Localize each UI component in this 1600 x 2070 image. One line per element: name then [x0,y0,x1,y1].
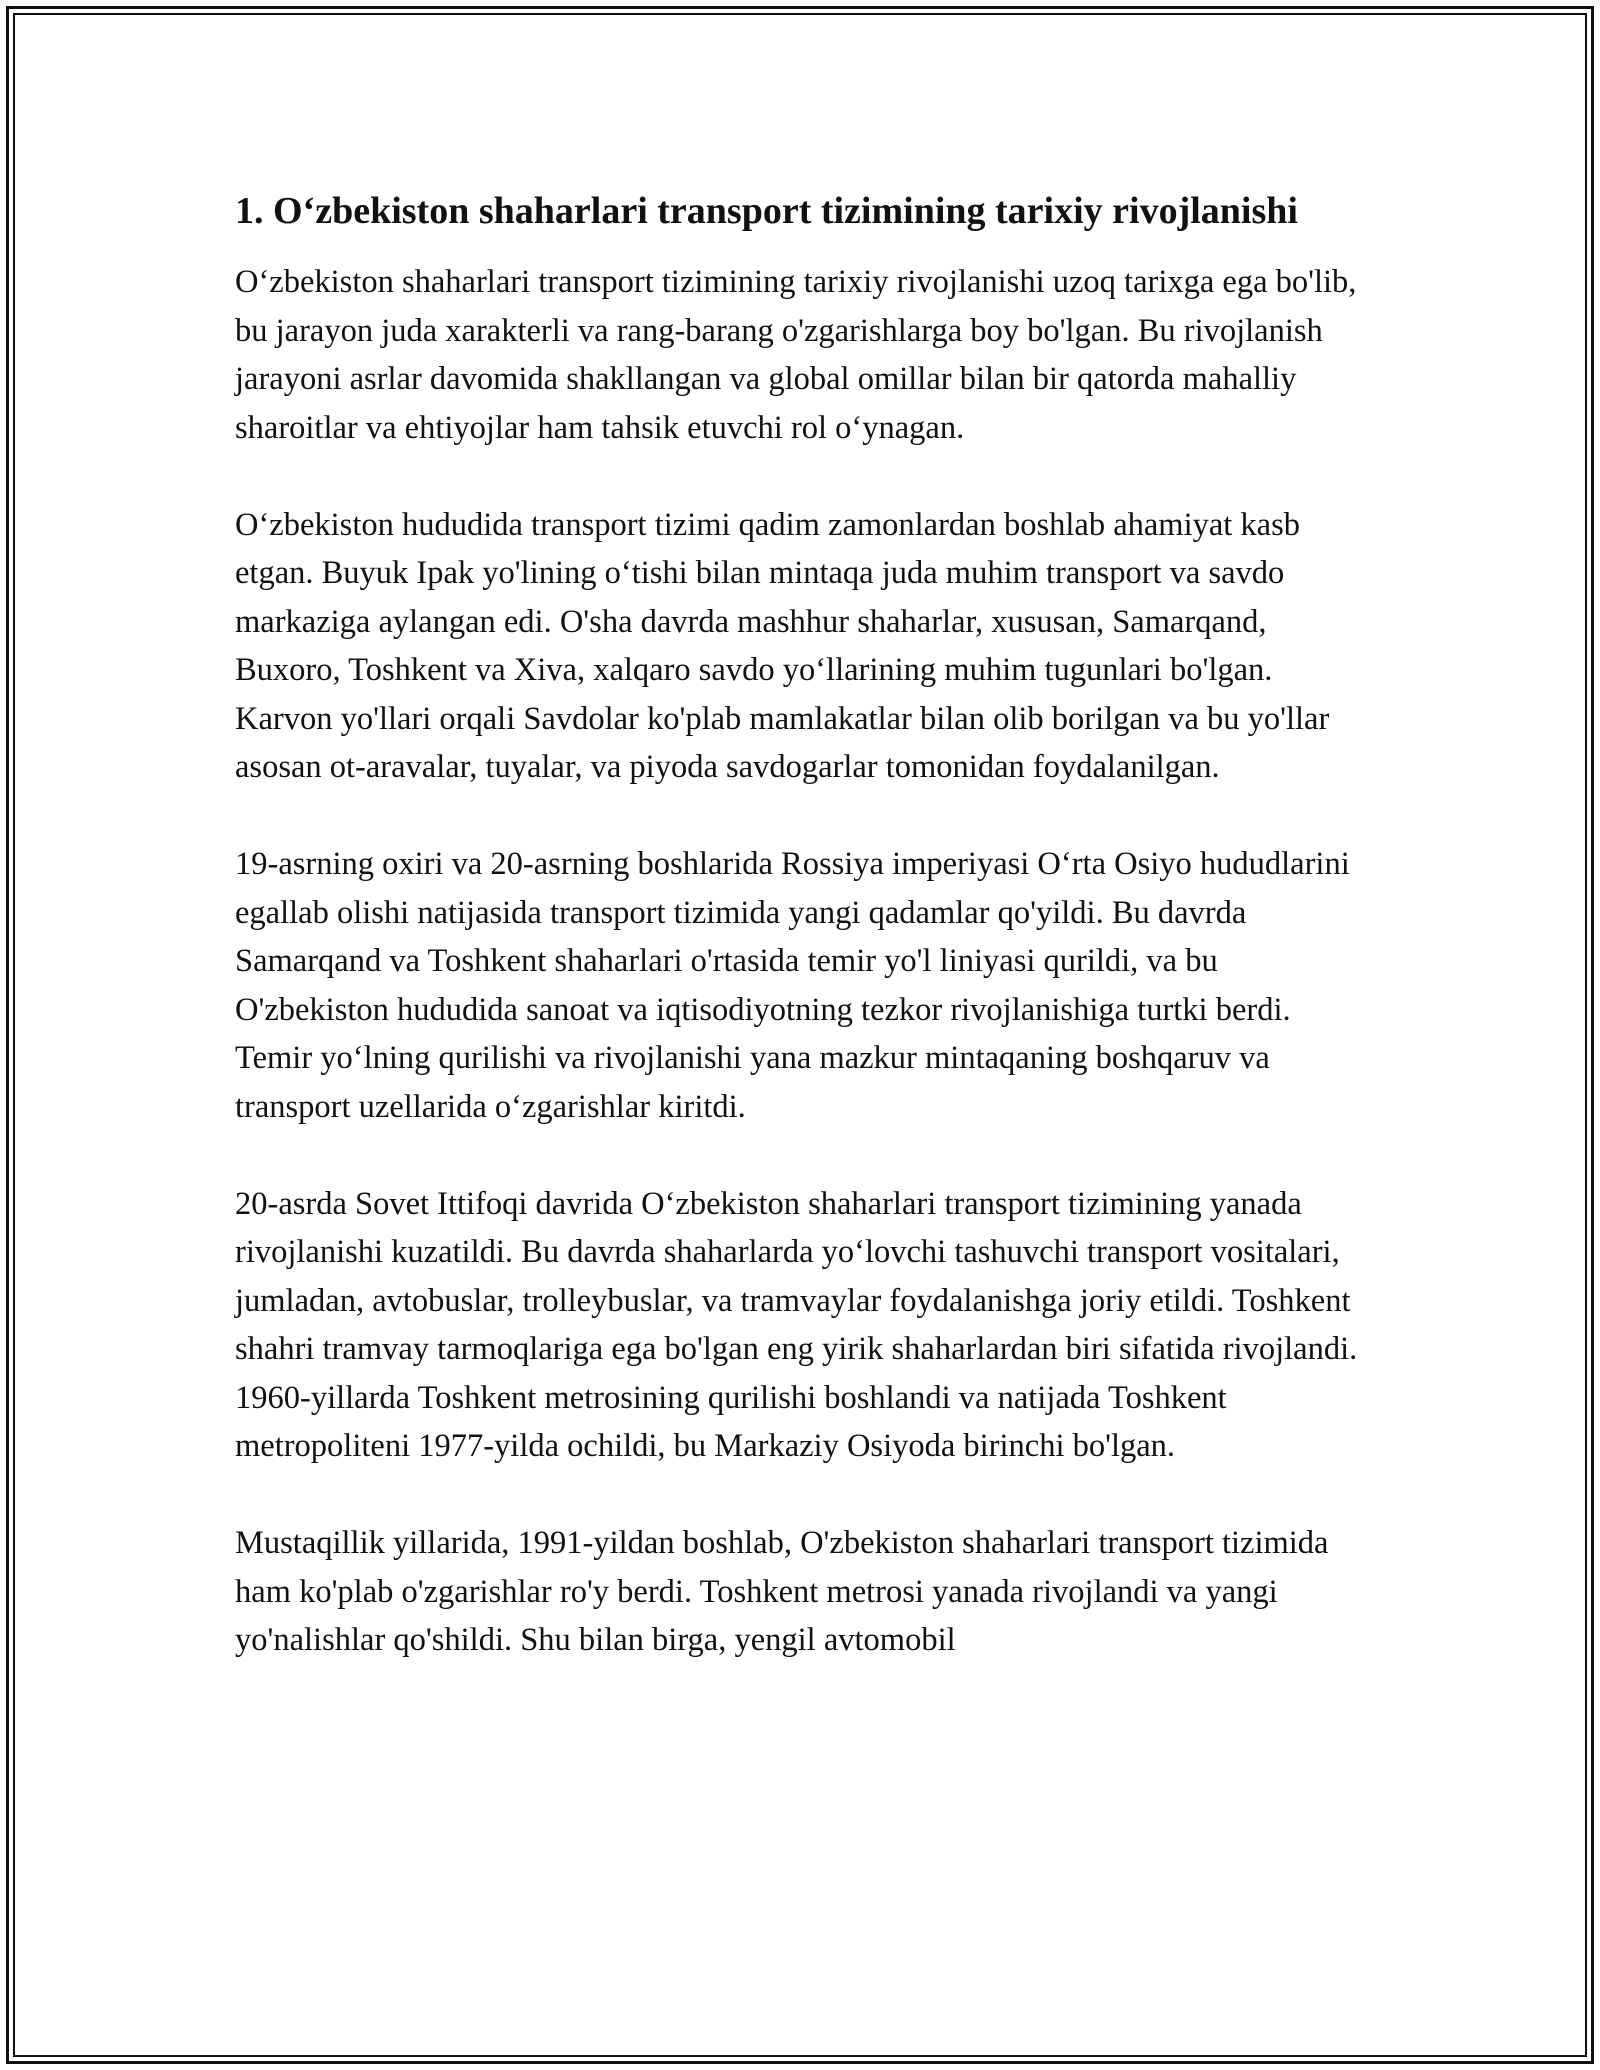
paragraph-ancient-period: O‘zbekiston hududida transport tizimi qadim zamonlardan boshlab ahamiyat kasb etgan. Buyuk Ipak yo'lining o‘tishi bilan mintaqa juda muhim transport va savdo markaziga aylangan edi. O'sha davrda mashhur shaharlar, xususan, Samarqand, Buxoro, Toshkent va Xiva, xalqaro savdo yo‘llarining muhim tugunlari bo'lgan. Karvon yo'llari orqali Savdolar ko'plab mamlakatlar bilan olib borilgan va bu yo'llar asosan ot-aravalar, tuyalar, va piyoda savdogarlar tomonidan foydalanilgan. [235,506,1330,785]
section-heading: 1. O‘zbekiston shaharlari transport tizimining tarixiy rivojlanishi [235,190,1298,232]
paragraph-intro: O‘zbekiston shaharlari transport tizimining tarixiy rivojlanishi uzoq tarixga ega bo'lib, bu jarayon juda xarakterli va rang-barang o'zgarishlarga boy bo'lgan. Bu rivojlanish jarayoni asrlar davomida shakllangan va global omillar bilan bir qatorda mahalliy sharoitlar va ehtiyojlar ham tahsik etuvchi rol o‘ynagan. [235,264,1357,446]
paragraph-independence-period: Mustaqillik yillarida, 1991-yildan boshlab, O'zbekiston shaharlari transport tizimida ham ko'plab o'zgarishlar ro'y berdi. Toshkent metrosi yanada rivojlandi va yangi yo'nalishlar qo'shildi. Shu bilan birga, yengil avtomobil [235,1525,1329,1658]
document-page [235,184,1375,1713]
paragraph-russian-empire-period: 19-asrning oxiri va 20-asrning boshlarida Rossiya imperiyasi O‘rta Osiyo hududlarini egallab olishi natijasida transport tizimida yangi qadamlar qo'yildi. Bu davrda Samarqand va Toshkent shaharlari o'rtasida temir yo'l liniyasi qurildi, va bu O'zbekiston hududida sanoat va iqtisodiyotning tezkor rivojlanishiga turtki berdi. Temir yo‘lning qurilishi va rivojlanishi yana mazkur mintaqaning boshqaruv va transport uzellarida o‘zgarishlar kiritdi. [235,846,1350,1125]
paragraph-soviet-period: 20-asrda Sovet Ittifoqi davrida O‘zbekiston shaharlari transport tizimining yanada rivojlanishi kuzatildi. Bu davrda shaharlarda yo‘lovchi tashuvchi transport vositalari, jumladan, avtobuslar, trolleybuslar, va tramvaylar foydalanishga joriy etildi. Toshkent shahri tramvay tarmoqlariga ega bo'lgan eng yirik shaharlardan biri sifatida rivojlandi. 1960-yillarda Toshkent metrosining qurilishi boshlandi va natijada Toshkent metropoliteni 1977-yilda ochildi, bu Markaziy Osiyoda birinchi bo'lgan. [235,1185,1358,1464]
